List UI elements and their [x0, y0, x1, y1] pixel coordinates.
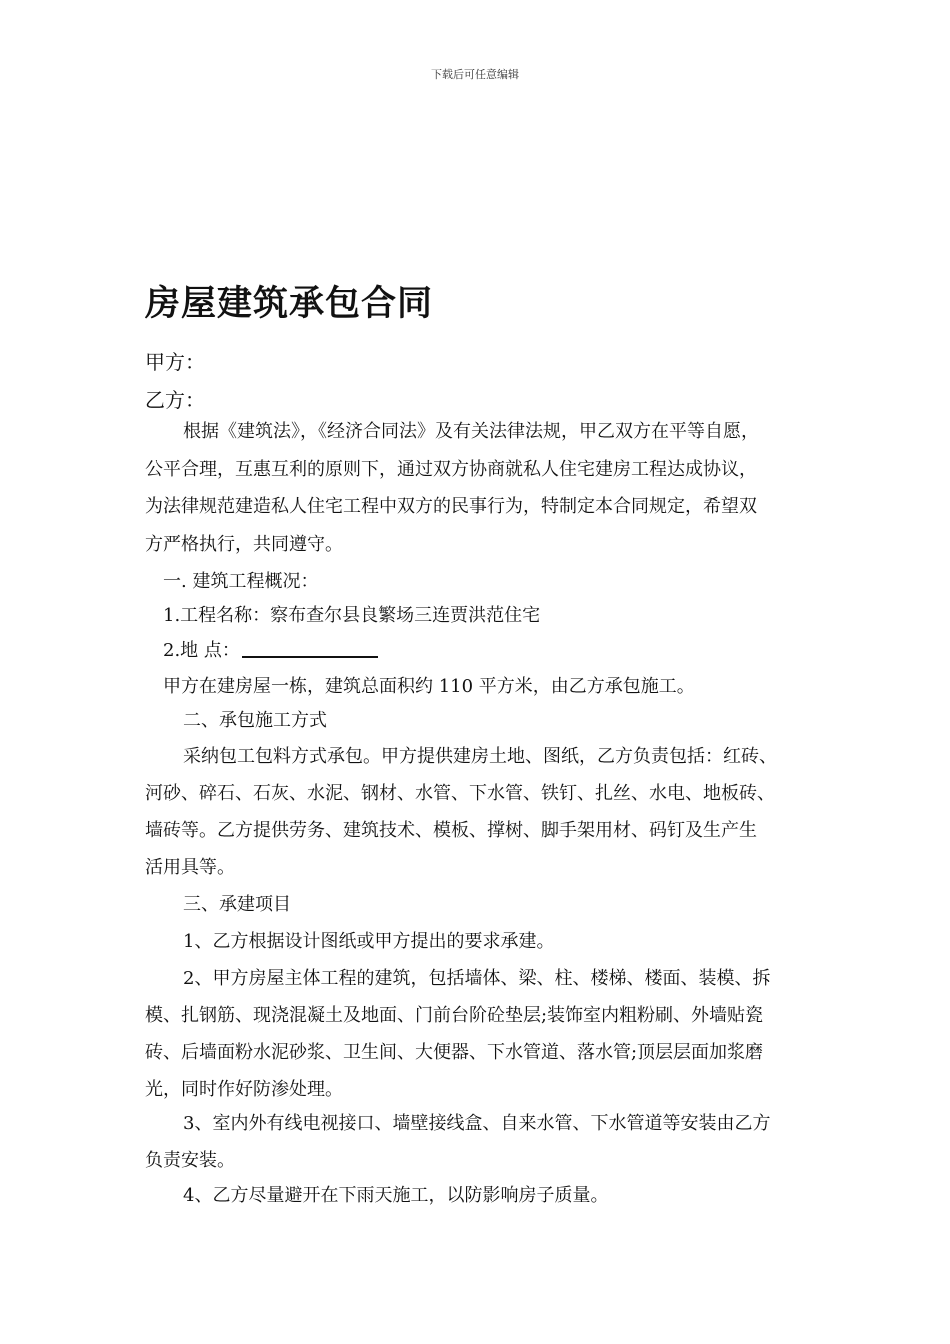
- section3-item4: 4、乙方尽量避开在下雨天施工，以防影响房子质量。: [183, 1185, 609, 1206]
- intro-line: 公平合理，互惠互利的原则下，通过双方协商就私人住宅建房工程达成协议，: [145, 459, 757, 480]
- party-b-label: 乙方：: [145, 388, 205, 412]
- contract-title: 房屋建筑承包合同: [145, 284, 434, 324]
- section2-line: 活用具等。: [145, 857, 235, 878]
- header-note: 下载后可任意编辑: [431, 68, 519, 81]
- location-line: [163, 638, 378, 664]
- section2-line: 河砂、碎石、石灰、水泥、钢材、水管、下水管、铁钉、扎丝、水电、地板砖、: [145, 783, 775, 804]
- section2-heading: 二、承包施工方式: [183, 710, 327, 731]
- section3-item3-line: 3、室内外有线电视接口、墙壁接线盒、自来水管、下水管道等安装由乙方: [183, 1113, 771, 1134]
- section3-item2-line: 2、甲方房屋主体工程的建筑，包括墙体、梁、柱、楼梯、楼面、装模、拆: [183, 968, 771, 989]
- section2-line: 墙砖等。乙方提供劳务、建筑技术、模板、撑树、脚手架用材、码钉及生产生: [145, 820, 757, 841]
- section3-heading: 三、承建项目: [183, 894, 291, 915]
- section3-item3-line: 负责安装。: [145, 1150, 235, 1171]
- project-name: 1.工程名称：察布查尔县良繁场三连贾洪范住宅: [163, 605, 541, 626]
- intro-line: 为法律规范建造私人住宅工程中双方的民事行为，特制定本合同规定，希望双: [145, 496, 757, 517]
- party-a-label: 甲方：: [145, 350, 205, 374]
- section3-item2-line: 模、扎钢筋、现浇混凝土及地面、门前台阶砼垫层;装饰室内粗粉刷、外墙贴瓷: [145, 1005, 764, 1026]
- building-area-line: 甲方在建房屋一栋，建筑总面积约 110 平方米，由乙方承包施工。: [163, 676, 695, 697]
- section3-item1: 1、乙方根据设计图纸或甲方提出的要求承建。: [183, 931, 555, 952]
- intro-line: 方严格执行，共同遵守。: [145, 534, 343, 555]
- section3-item2-line: 砖、后墙面粉水泥砂浆、卫生间、大便器、下水管道、落水管;顶层层面加浆磨: [145, 1042, 764, 1063]
- section2-line: 采纳包工包料方式承包。甲方提供建房土地、图纸，乙方负责包括：红砖、: [183, 746, 777, 767]
- location-blank: [242, 638, 378, 658]
- intro-line: 根据《建筑法》，《经济合同法》及有关法律法规，甲乙双方在平等自愿，: [183, 421, 759, 442]
- section3-item2-line: 光，同时作好防渗处理。: [145, 1079, 343, 1100]
- location-label: 2.地 点：: [163, 640, 240, 661]
- section1-heading: 一. 建筑工程概况：: [163, 571, 319, 592]
